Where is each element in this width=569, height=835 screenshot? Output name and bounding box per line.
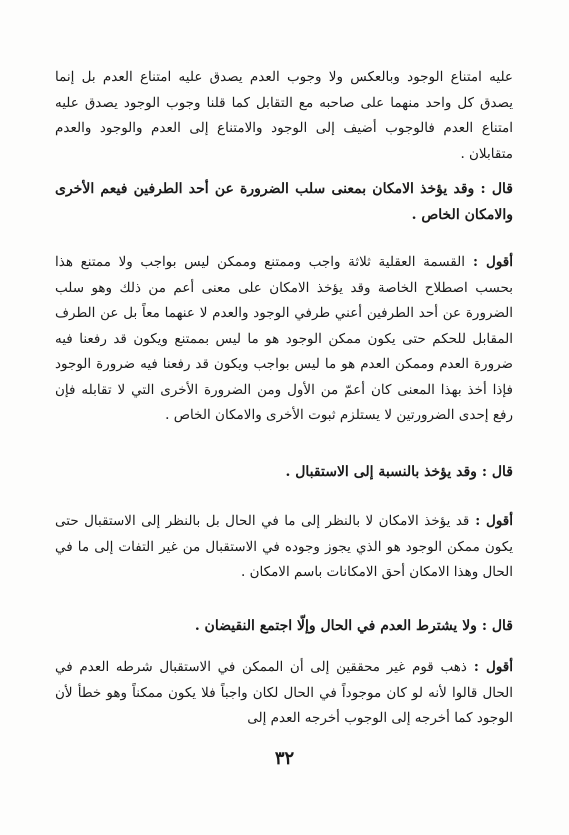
paragraph-5-lead: أقول : [469,513,513,529]
paragraph-6 [55,614,513,640]
paragraph-3-lead: أقول : [464,254,514,270]
paragraph-1-text: عليه امتناع الوجود وبالعكس ولا وجوب العدم يصدق عليه امتناع العدم بل إنما يصدق كل واحد منهما على صاحبه مع التقابل كما قلنا وجوب الوجود يصدق عليه امتناع العدم فالوجوب أضيف إلى الوجود والامتناع إلى العدم والوجود والعدم متقابلان . [55,69,513,162]
paragraph-4-lead: قال : [476,464,513,480]
paragraph-6-lead: قال : [476,618,513,634]
paragraph-7 [55,655,513,732]
paragraph-5 [55,509,513,586]
paragraph-6-text: ولا يشترط العدم في الحال وإلّا اجتمع النقيضان . [194,618,477,634]
paragraph-2 [55,177,513,228]
paragraph-5-text: قد يؤخذ الامكان لا بالنظر إلى ما في الحال بل بالنظر إلى الاستقبال حتى يكون ممكن الوجود هو الذي يجوز وجوده في الاستقبال من غير التفات إلى ما في الحال وهذا الامكان أحق الامكانات باسم الامكان . [55,513,513,580]
paragraph-7-lead: أقول : [466,659,513,675]
paragraph-7-text: ذهب قوم غير محققين إلى أن الممكن في الاستقبال شرطه العدم في الحال قالوا لأنه لو كان موجوداً في الحال لكان واجباً فلا يكون ممكناً وهو خطأ لأن الوجود كما أخرجه إلى الوجوب أخرجه العدم إلى [55,659,513,726]
paragraph-1 [55,65,513,167]
paragraph-4 [55,460,513,486]
page-number: ٣٢ [274,748,295,769]
paragraph-3-text: القسمة العقلية ثلاثة واجب وممتنع وممكن ليس بواجب ولا ممتنع هذا بحسب اصطلاح الخاصة وقد يؤخذ الامكان على معنى أعم من ذلك وهو سلب الضرورة عن أحد الطرفين أعني طرفي الوجود والعدم لا عنهما معاً بل عن الطرف المقابل للحكم حتى يكون ممكن الوجود هو ما ليس بممتنع ويكون قد رفعنا فيه ضرورة العدم وممكن العدم هو ما ليس بواجب ويكون قد رفعنا فيه ضرورة الوجود فإذا أخذ بهذا المعنى كان أعمّ من الأول ومن الضرورة الأخرى التي لا تقابله فإن رفع إحدى الضرورتين لا يستلزم ثبوت الأخرى والامكان الخاص . [55,254,513,423]
paragraph-2-lead: قال : [474,181,514,197]
paragraph-3 [55,250,513,429]
paragraph-2-text: وقد يؤخذ الامكان بمعنى سلب الضرورة عن أحد الطرفين فيعم الأخرى والامكان الخاص . [55,181,513,223]
paragraph-4-text: وقد يؤخذ بالنسبة إلى الاستقبال . [285,464,477,480]
